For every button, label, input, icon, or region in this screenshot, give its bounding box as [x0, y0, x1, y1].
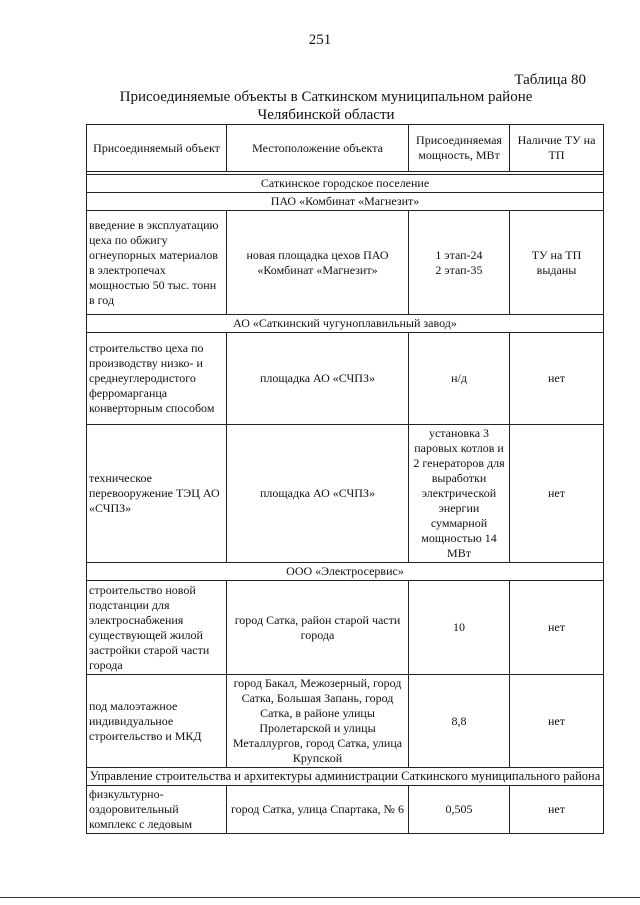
row-location: город Сатка, район старой части города	[227, 581, 409, 675]
row-power: 0,505	[409, 786, 510, 834]
row-power: н/д	[409, 333, 510, 425]
row-tu: нет	[510, 425, 604, 563]
row-object: физкультурно-оздоровительный комплекс с ледовым	[87, 786, 227, 834]
row-power: 8,8	[409, 675, 510, 768]
table-title	[86, 88, 566, 124]
section-row	[87, 175, 604, 193]
section-settlement: Саткинское городское поселение	[87, 175, 604, 193]
table-row	[87, 211, 604, 315]
table-row	[87, 425, 604, 563]
row-location: площадка АО «СЧПЗ»	[227, 333, 409, 425]
section-row	[87, 315, 604, 333]
row-tu: нет	[510, 675, 604, 768]
section-row	[87, 768, 604, 786]
row-tu: нет	[510, 786, 604, 834]
row-tu: ТУ на ТП выданы	[510, 211, 604, 315]
bottom-rule	[0, 897, 640, 898]
header-row	[87, 125, 604, 172]
row-object: техническое перевооружение ТЭЦ АО «СЧПЗ»	[87, 425, 227, 563]
page-number: 251	[308, 32, 332, 48]
section-admin: Управление строительства и архитектуры администрации Саткинского муниципального района	[87, 768, 604, 786]
section-row	[87, 563, 604, 581]
header-tu: Наличие ТУ на ТП	[510, 125, 604, 172]
row-location: город Сатка, улица Спартака, № 6	[227, 786, 409, 834]
row-object: строительство новой подстанции для электроснабжения существующей жилой застройки старой части города	[87, 581, 227, 675]
section-row	[87, 193, 604, 211]
header-object: Присоединяемый объект	[87, 125, 227, 172]
row-location: город Бакал, Межозерный, город Сатка, Большая Запань, город Сатка, в районе улицы Пролетарской и улицы Металлургов, город Сатка, улица Крупской	[227, 675, 409, 768]
row-location: площадка АО «СЧПЗ»	[227, 425, 409, 563]
row-object: введение в эксплуатацию цеха по обжигу огнеупорных материалов в электропечах мощностью 50 тыс. тонн в год	[87, 211, 227, 315]
table-row	[87, 581, 604, 675]
table-row	[87, 675, 604, 768]
row-tu: нет	[510, 333, 604, 425]
table-label: Таблица 80	[514, 72, 586, 88]
title-line-1: Присоединяемые объекты в Саткинском муниципальном районе	[119, 89, 533, 105]
header-power: Присоединяемая мощность, МВт	[409, 125, 510, 172]
table-row	[87, 333, 604, 425]
row-power: установка 3 паровых котлов и 2 генераторов для выработки электрической энергии суммарной мощностью 14 МВт	[409, 425, 510, 563]
row-object: под малоэтажное индивидуальное строительство и МКД	[87, 675, 227, 768]
table-row	[87, 786, 604, 834]
row-object: строительство цеха по производству низко- и среднеуглеродистого ферромарганца конверторным способом	[87, 333, 227, 425]
section-magnezit: ПАО «Комбинат «Магнезит»	[87, 193, 604, 211]
section-elektroservis: ООО «Электросервис»	[87, 563, 604, 581]
header-location: Местоположение объекта	[227, 125, 409, 172]
row-tu: нет	[510, 581, 604, 675]
section-schpz: АО «Саткинский чугуноплавильный завод»	[87, 315, 604, 333]
row-power: 1 этап-24 2 этап-35	[409, 211, 510, 315]
title-line-2: Челябинской области	[257, 107, 395, 123]
row-location: новая площадка цехов ПАО «Комбинат «Магнезит»	[227, 211, 409, 315]
objects-table	[86, 124, 604, 834]
row-power: 10	[409, 581, 510, 675]
